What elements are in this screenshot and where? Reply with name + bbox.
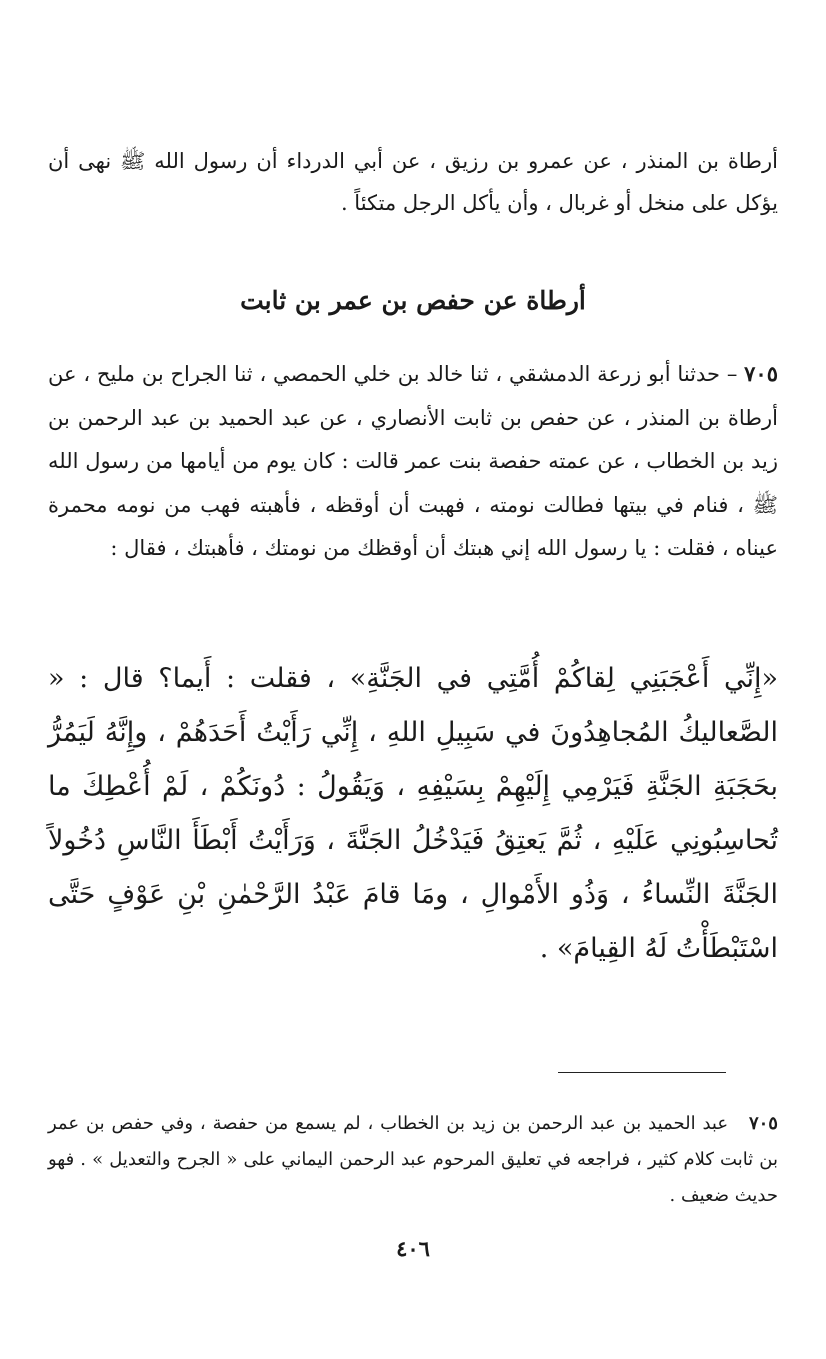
- section-heading: أرطاة عن حفص بن عمر بن ثابت: [240, 286, 586, 315]
- prophetic-quote: [48, 652, 778, 976]
- hadith-text: – حدثنا أبو زرعة الدمشقي ، ثنا خالد بن خلي الحمصي ، ثنا الجراح بن مليح ، عن أرطاة بن المنذر ، عن حفص بن ثابت الأنصاري ، عن عبد الحميد بن عبد الرحمن بن زيد بن الخطاب ، عن عمته حفصة بنت عمر قالت : كان يوم من أيامها من رسول الله ﷺ ، فنام في بيتها فطالت نومته ، فهبت أن أوقظه ، فأهبته فهب من نومه محمرة عيناه ، فقلت : يا رسول الله إني هبتك أن أوقظك من نومتك ، فأهبتك ، فقال :: [48, 362, 778, 560]
- hadith-number: ٧٠٥: [744, 361, 778, 386]
- footnote: [48, 1106, 778, 1214]
- page-number: ٤٠٦: [396, 1236, 430, 1261]
- footnote-number: ٧٠٥: [748, 1113, 778, 1134]
- quote-text: «إِنِّي أَعْجَبَنِي لِقاكُمْ أُمَّتِي في الجَنَّةِ» ، فقلت : أَيما؟ قال : « الصَّعاليكُ المُجاهِدُونَ في سَبِيلِ اللهِ ، إِنِّي رَأَيْتُ أَحَدَهُمْ ، وإِنَّهُ لَيَمُرُّ بحَجَبَةِ الجَنَّةِ فَيَرْمِي إِلَيْهِمْ بِسَيْفِهِ ، وَيَقُولُ : دُونَكُمْ ، لَمْ أُعْطِكَ ما تُحاسِبُونِي عَلَيْهِ ، ثُمَّ يَعتِقُ فَيَدْخُلُ الجَنَّةَ ، وَرَأَيْتُ أَبْطَأَ النَّاسِ دُخُولاً الجَنَّةَ النِّساءُ ، وَذُو الأَمْوالِ ، ومَا قامَ عَبْدُ الرَّحْمٰنِ بْنِ عَوْفٍ حَتَّى اسْتَبْطَأْتُ لَهُ القِيامَ» .: [48, 663, 778, 964]
- intro-text: أرطاة بن المنذر ، عن عمرو بن رزيق ، عن أبي الدرداء أن رسول الله ﷺ نهى أن يؤكل على منخل أو غربال ، وأن يأكل الرجل متكئاً .: [48, 149, 778, 215]
- footnote-text: عبد الحميد بن عبد الرحمن بن زيد بن الخطاب ، لم يسمع من حفصة ، وفي حفص بن عمر بن ثابت كلام كثير ، فراجعه في تعليق المرحوم عبد الرحمن اليماني على « الجرح والتعديل » . فهو حديث ضعيف .: [48, 1113, 778, 1206]
- footnote-divider: [558, 1072, 726, 1073]
- hadith-paragraph: [48, 352, 778, 571]
- intro-paragraph: [48, 140, 778, 224]
